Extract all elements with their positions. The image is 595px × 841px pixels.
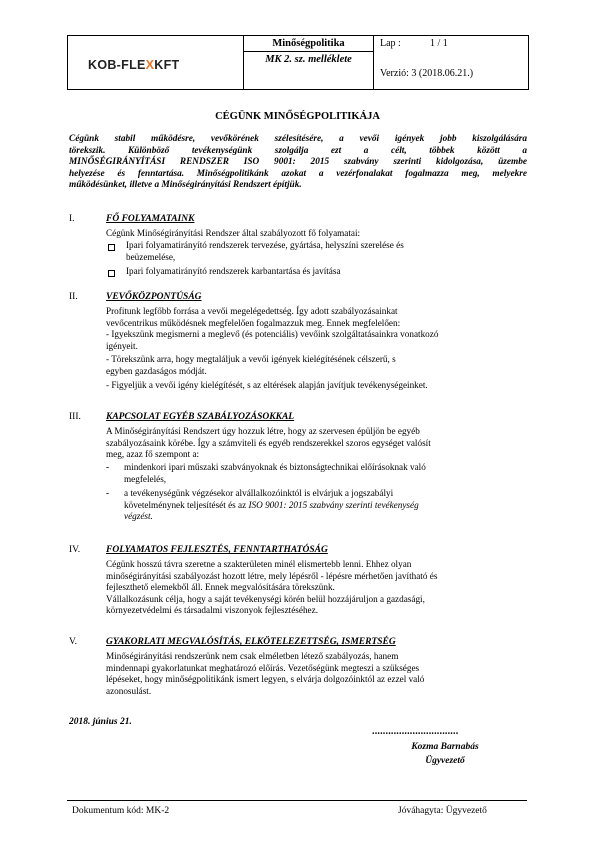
section-body — [106, 559, 536, 617]
body-line: mindennapi gyakorlatunkat meghatározó előírás. Vezetőségünk megteszi a szükséges — [106, 662, 420, 673]
body-line: Vállalkozásunk célja, hogy a saját tevékenységi körén belül hozzájáruljon a gazdasági, — [106, 593, 425, 604]
dash-item — [106, 462, 536, 485]
body-line: Profitunk legfőbb forrása a vevői megelégedettség. Így adott szabályozásainkat — [106, 306, 398, 316]
body-line: egyben gazdaságos módját. — [106, 365, 207, 376]
section-number: II. — [69, 292, 78, 302]
signer-role: Ügyvezető — [425, 756, 465, 766]
body-line: lépéseket, hogy minőségpolitikánk ismert legyen, s elvárja dolgozóinktól az ezzel való — [106, 674, 425, 685]
section-heading: FOLYAMATOS FEJLESZTÉS, FENNTARTHATÓSÁG — [106, 545, 328, 555]
footer-rule — [67, 800, 527, 801]
section-heading: VEVŐKÖZPONTÚSÁG — [106, 292, 202, 302]
body-line: meg, azaz fő szempont a: — [106, 449, 200, 460]
square-bullet-icon — [108, 270, 115, 277]
dash-line: végzést. — [124, 511, 153, 522]
bullet-line: Ipari folyamatirányító rendszerek karbantartása és javítása — [126, 266, 341, 276]
document-date: 2018. június 21. — [69, 717, 132, 727]
body-line: Cégünk Minőségirányítási Rendszer által szabályozott fő folyamatai: — [106, 228, 361, 238]
bullet-line: Ipari folyamatirányító rendszerek tervezése, gyártása, helyszíni szerelése és — [126, 240, 404, 250]
dash-bullet: - — [106, 462, 110, 472]
page-number: 1 / 1 — [430, 38, 448, 49]
body-line: - Törekszünk arra, hogy megtaláljuk a vevői igények kielégítésének célszerű, s — [106, 354, 396, 365]
dash-line: a tevékenységünk végzésekor alvállalkozóinktól is elvárjuk a jogszabályi — [124, 488, 394, 498]
intro-line: MINŐSÉGIRÁNYÍTÁSI RENDSZER ISO 9001: 2015 szabvány szerinti kidolgozása, üzembe — [69, 157, 527, 168]
intro-line: Cégünk stabil működésre, vevőkörének szélesítésére, a vevői igények jobb kiszolgálására — [69, 134, 527, 144]
section-body — [106, 228, 531, 240]
signer-name: Kozma Barnabás — [411, 742, 479, 752]
page-title: CÉGÜNK MINŐSÉGPOLITIKÁJA — [215, 111, 380, 122]
section-heading: KAPCSOLAT EGYÉB SZABÁLYOZÁSOKKAL — [106, 412, 295, 422]
doc-subtitle: MK 2. sz. melléklete — [265, 54, 352, 65]
dash-line: megfelelés, — [124, 473, 167, 484]
section-number: IV. — [69, 545, 81, 555]
bullet-line: beüzemelése, — [126, 251, 176, 262]
dash-bullet: - — [106, 488, 110, 498]
body-line: vevőcentrikus működésnek megfelelően fogalmazzuk meg. Ennek megfelelően: — [106, 317, 401, 328]
document-code: Dokumentum kód: MK-2 — [72, 806, 170, 816]
section-number: I. — [69, 214, 75, 224]
logo-x-mark: X — [145, 58, 155, 72]
section-number: III. — [69, 412, 81, 422]
header-divider — [243, 51, 373, 52]
body-line: A Minőségirányítási Rendszert úgy hozzuk létre, hogy az szervesen épüljön be egyéb — [106, 426, 420, 436]
body-line: környezetvédelmi és társadalmi viszonyok fejlesztéséhez. — [106, 605, 318, 616]
intro-paragraph — [69, 134, 527, 192]
page-label: Lap : — [380, 38, 401, 49]
body-line: - Figyeljük a vevői igény kielégítését, s az eltérések alapján javítjuk tevékenységeinket. — [106, 379, 428, 390]
section-body — [106, 426, 536, 461]
section-body — [106, 651, 536, 697]
body-line: Minőségirányítási rendszerünk nem csak elméletben létező szabályozás, hanem — [106, 651, 399, 661]
bullet-item — [106, 266, 531, 278]
section-heading: FŐ FOLYAMATAINK — [106, 214, 195, 224]
body-line: - Igyekszünk megismerni a meglevő (és potenciális) vevőink szolgáltatásainkra vonatkozó — [106, 329, 439, 340]
section-body — [106, 306, 536, 391]
section-number: V. — [69, 637, 78, 647]
signature-line: ................................ — [372, 726, 459, 737]
dash-item — [106, 488, 536, 523]
body-line: fejleszthető elemekből áll. Ennek megvalósítására törekszünk. — [106, 582, 335, 593]
section-heading: GYAKORLATI MEGVALÓSÍTÁS, ELKÖTELEZETTSÉG, ISMERTSÉG — [106, 637, 396, 647]
header-divider — [373, 35, 374, 90]
dash-line: mindenkori ipari műszaki szabványoknak és biztonságtechnikai előírásoknak való — [124, 462, 426, 472]
intro-line: működésünket, illetve a Minőségirányítási Rendszert építjük. — [69, 180, 302, 191]
intro-line: helyezése és fenntartása. Minőségpolitikánk azokat a vezérfonalakat fogalmazza meg, melyekre — [69, 168, 527, 179]
body-line: szabályozásaink körébe. Így a számviteli és egyéb rendszerekkel szoros egységet valósít — [106, 437, 431, 448]
company-logo: KOB-FLEXKFT — [88, 58, 180, 72]
bullet-item — [106, 240, 531, 263]
version-info: Verzió: 3 (2018.06.21.) — [380, 68, 474, 79]
dash-line: követelménynek teljesítését és az ISO 9001: 2015 szabvány szerinti tevékenység — [124, 499, 419, 510]
body-line: igényeit. — [106, 340, 138, 351]
intro-line: törekszik. Különböző tevékenységünk szolgálja ezt a célt, többek között a — [69, 145, 527, 156]
body-line: azonosulást. — [106, 685, 152, 696]
square-bullet-icon — [108, 244, 115, 251]
body-line: Cégünk hosszú távra szeretne a szakterületen minél elismertebb lenni. Ehhez olyan — [106, 559, 412, 569]
body-line: minőségirányítási szabályozást hozott létre, mely lépésről - lépésre mérhetően javítható és — [106, 570, 438, 581]
approved-by: Jóváhagyta: Ügyvezető — [398, 806, 487, 816]
doc-title: Minőségpolitika — [272, 38, 345, 49]
